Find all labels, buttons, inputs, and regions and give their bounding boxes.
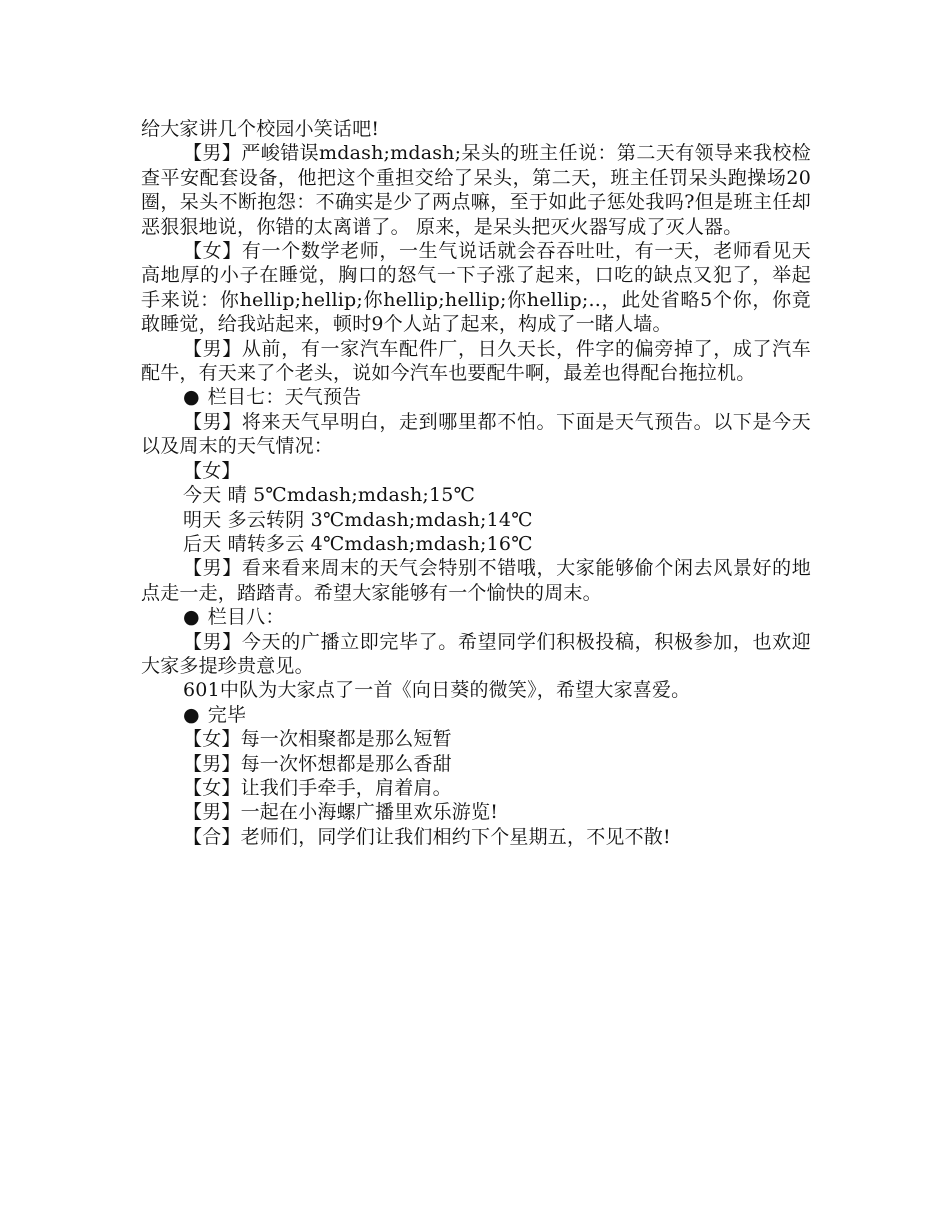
- bullet-icon: ●: [183, 703, 200, 726]
- paragraph: 今天 晴 5℃mdash;mdash;15℃: [183, 484, 476, 507]
- paragraph: 后天 晴转多云 4℃mdash;mdash;16℃: [183, 532, 533, 555]
- paragraph: 【女】: [183, 459, 241, 482]
- bullet-icon: ●: [183, 606, 200, 629]
- paragraph: 【女】让我们手牵手，肩着肩。: [183, 776, 452, 799]
- section-heading-text: 完毕: [207, 703, 247, 726]
- paragraph: 【男】将来天气早明白，走到哪里都不怕。下面是天气预告。以下是今天以及周末的天气情况：: [141, 410, 811, 458]
- bullet-icon: ●: [183, 386, 200, 409]
- section-heading-text: 栏目八：: [207, 606, 285, 629]
- section-heading: [141, 703, 811, 727]
- paragraph: 601中队为大家点了一首《向日葵的微笑》，希望大家喜爱。: [183, 679, 691, 702]
- paragraph: 【男】严峻错误mdash;mdash;呆头的班主任说：第二天有领导来我校检查平安配套设备，他把这个重担交给了呆头，第二天，班主任罚呆头跑操场20圈，呆头不断抱怨：不确实是少了两点嘛，至于如此子惩处我吗?但是班主任却恶狠狠地说，你错的太离谱了。 原来，是呆头把灭火器写成了灭人器。: [141, 142, 811, 238]
- section-heading: [141, 385, 811, 409]
- paragraph: 【男】从前，有一家汽车配件厂，日久天长，件字的偏旁掉了，成了汽车配牛，有天来了个老头，说如今汽车也要配牛啊，最差也得配台拖拉机。: [141, 337, 811, 385]
- paragraph: 【男】一起在小海螺广播里欢乐游览!: [183, 801, 499, 824]
- paragraph: 明天 多云转阴 3℃mdash;mdash;14℃: [183, 508, 533, 531]
- intro-paragraph: 给大家讲几个校园小笑话吧!: [141, 118, 380, 140]
- section-heading: [141, 605, 811, 629]
- paragraph: 【合】老师们，同学们让我们相约下个星期五，不见不散!: [183, 825, 671, 848]
- paragraph: 【男】看来看来周末的天气会特别不错哦，大家能够偷个闲去风景好的地点走一走，踏踏青。希望大家能够有一个愉快的周末。: [141, 557, 811, 604]
- paragraph: 【女】有一个数学老师，一生气说话就会吞吞吐吐，有一天，老师看见天高地厚的小子在睡觉，胸口的怒气一下子涨了起来，口吃的缺点又犯了，举起手来说：你hellip;hellip;你hellip;hellip;你hellip;..，此处省略5个你，你竟敢睡觉，给我站起来，顿时9个人站了起来，构成了一睹人墙。: [141, 240, 811, 336]
- paragraph: 【女】每一次相聚都是那么短暂: [183, 728, 452, 751]
- section-heading-text: 栏目七：天气预告: [207, 386, 362, 409]
- paragraph: 【男】今天的广播立即完毕了。希望同学们积极投稿，积极参加，也欢迎大家多提珍贵意见。: [141, 630, 811, 677]
- document-body: [141, 117, 811, 849]
- paragraph: 【男】每一次怀想都是那么香甜: [183, 752, 452, 775]
